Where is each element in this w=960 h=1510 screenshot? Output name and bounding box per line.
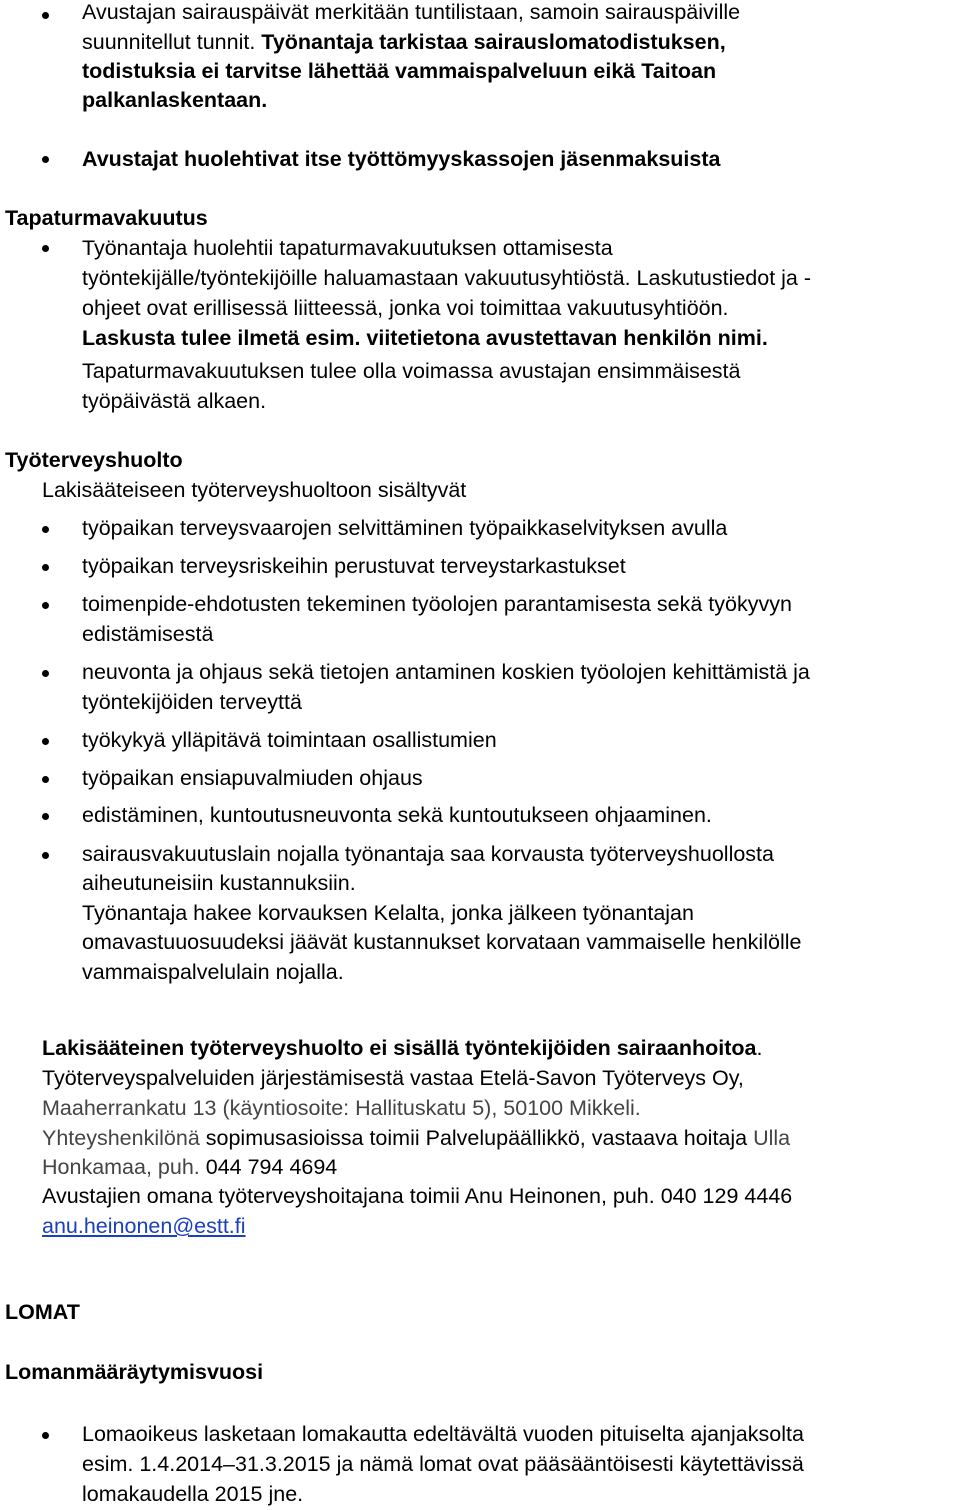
list-item: työpaikan terveysriskeihin perustuvat terveystarkastukset [82,554,626,578]
list-item: aiheutuneisiin kustannuksiin. [82,871,356,895]
section-heading: Tapaturmavakuutus [5,206,208,230]
bullet-icon [42,813,49,820]
bullet-icon [42,156,49,163]
text-line: Avustajan sairauspäivät merkitään tuntilistaan, samoin sairauspäiville [82,0,741,24]
bullet-icon [42,12,49,19]
bullet-icon [42,245,49,252]
text-line: työntekijälle/työntekijöille haluamastaan vakuutusyhtiöstä. Laskutustiedot ja - [82,266,812,290]
list-item: Työnantaja hakee korvauksen Kelalta, jonka jälkeen työnantajan [82,901,694,925]
list-item: omavastuuosuudeksi jäävät kustannukset korvataan vammaiselle henkilölle [82,930,802,954]
text-line: Maaherrankatu 13 (käyntiosoite: Hallituskatu 5), 50100 Mikkeli. [42,1096,641,1120]
bullet-icon [42,602,49,609]
bullet-icon [42,526,49,533]
bullet-icon [42,852,49,859]
text-line: palkanlaskentaan. [82,88,268,112]
list-item: toimenpide-ehdotusten tekeminen työolojen parantamisesta sekä työkyvyn [82,592,792,616]
text-line: suunnitellut tunnit. Työnantaja tarkistaa sairauslomatodistuksen, [82,30,726,54]
list-item: työpaikan ensiapuvalmiuden ohjaus [82,766,423,790]
text-line: Avustajien omana työterveyshoitajana toimii Anu Heinonen, puh. 040 129 4446 [42,1184,793,1208]
text-line: ohjeet ovat erillisessä liitteessä, jonka voi toimittaa vakuutusyhtiöön. [82,296,729,320]
text-line: Honkamaa, puh. 044 794 4694 [42,1155,338,1179]
list-item: työkykyä ylläpitävä toimintaan osallistumien [82,728,497,752]
list-item: työntekijöiden terveyttä [82,690,302,714]
list-item: vammaispalvelulain nojalla. [82,960,344,984]
text-line: lomakaudella 2015 jne. [82,1482,304,1506]
text-line: esim. 1.4.2014–31.3.2015 ja nämä lomat ovat pääsääntöisesti käytettävissä [82,1452,804,1476]
intro-text: Lakisääteiseen työterveyshuoltoon sisältyvät [42,478,467,502]
list-item: sairausvakuutuslain nojalla työnantaja saa korvausta työterveyshuollosta [82,842,774,866]
bullet-icon [42,1432,49,1439]
subsection-heading: Lomanmääräytymisvuosi [5,1360,264,1384]
bullet-icon [42,670,49,677]
bullet-icon [42,564,49,571]
note-text: Lakisääteinen työterveyshuolto ei sisällä työntekijöiden sairaanhoitoa. [42,1036,763,1060]
section-heading: LOMAT [5,1300,80,1324]
list-item: työpaikan terveysvaarojen selvittäminen työpaikkaselvityksen avulla [82,516,728,540]
list-item: neuvonta ja ohjaus sekä tietojen antaminen koskien työolojen kehittämistä ja [82,660,810,684]
email-link[interactable]: anu.heinonen@estt.fi [42,1214,246,1238]
list-item: edistämisestä [82,622,214,646]
text-line: Laskusta tulee ilmetä esim. viitetietona avustettavan henkilön nimi. [82,326,768,350]
text-line: Tapaturmavakuutuksen tulee olla voimassa avustajan ensimmäisestä [82,359,741,383]
list-item: edistäminen, kuntoutusneuvonta sekä kuntoutukseen ohjaaminen. [82,803,712,827]
text-line: Lomaoikeus lasketaan lomakautta edeltävältä vuoden pituiselta ajanjaksolta [82,1422,804,1446]
bullet-icon [42,776,49,783]
text-line: työpäivästä alkaen. [82,389,267,413]
text-line: todistuksia ei tarvitse lähettää vammaispalveluun eikä Taitoan [82,59,717,83]
text-line: Työnantaja huolehtii tapaturmavakuutuksen ottamisesta [82,236,613,260]
bullet-icon [42,738,49,745]
text-line: Työterveyspalveluiden järjestämisestä vastaa Etelä-Savon Työterveys Oy, [42,1066,744,1090]
text-line: Yhteyshenkilönä sopimusasioissa toimii Palvelupäällikkö, vastaava hoitaja Ulla [42,1126,791,1150]
text-line: Avustajat huolehtivat itse työttömyyskassojen jäsenmaksuista [82,147,721,171]
section-heading: Työterveyshuolto [5,448,183,472]
email-line [42,1211,246,1241]
